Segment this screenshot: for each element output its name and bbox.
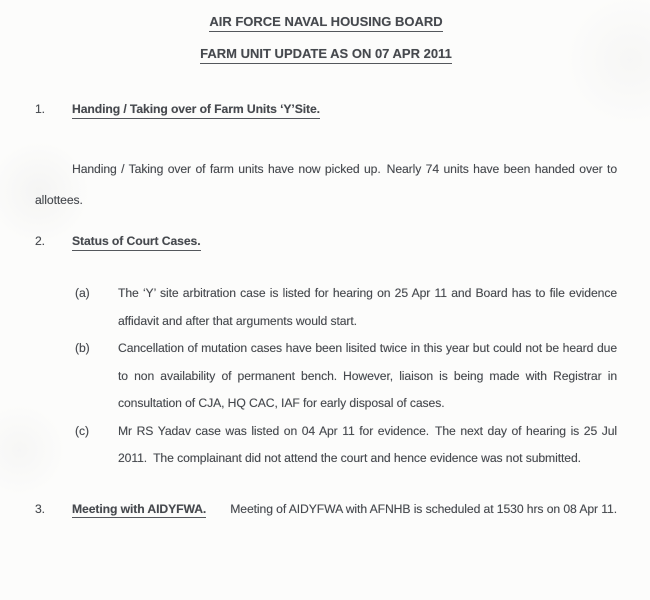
court-case-item-a [35, 280, 617, 335]
section-3-paragraph [35, 494, 617, 525]
item-c-text: Mr RS Yadav case was listed on 04 Apr 11 for evidence. The next day of hearing is 25 Jul 2011. The complainant did not attend the court and hence evidence was not submitted. [118, 423, 617, 465]
item-a-label: (a) [75, 286, 90, 300]
section-3-heading: Meeting with AIDYFWA. [72, 502, 206, 519]
section-1-number: 1. [35, 102, 45, 116]
item-b-label: (b) [75, 341, 90, 355]
section-2-items [35, 280, 617, 473]
court-case-item-b [35, 335, 617, 418]
section-2-heading-row [35, 233, 617, 250]
item-a-text: The ‘Y’ site arbitration case is listed for hearing on 25 Apr 11 and Board has to file evidence affidavit and after that arguments would start. [118, 286, 617, 328]
document-title-text: AIR FORCE NAVAL HOUSING BOARD [209, 14, 442, 32]
court-case-item-c [35, 418, 617, 473]
section-2-number: 2. [35, 234, 45, 248]
section-1-heading-row [35, 101, 617, 118]
section-1-heading: Handing / Taking over of Farm Units ‘Y’Site. [72, 101, 320, 118]
section-1-paragraph: Handing / Taking over of farm units have now picked up. Nearly 74 units have been handed over to allottees. [35, 162, 617, 207]
item-c-label: (c) [75, 423, 89, 438]
section-3-text: Meeting of AIDYFWA with AFNHB is scheduled at 1530 hrs on 08 Apr 11. [230, 501, 618, 516]
document-title [35, 13, 617, 30]
section-2-heading: Status of Court Cases. [72, 233, 201, 250]
section-3-number: 3. [35, 501, 45, 516]
item-b-text: Cancellation of mutation cases have been lisited twice in this year but could not be heard due to non availability of permanent bench. However, liaison is being made with Registrar in consultation of CJA, HQ CAC, IAF for early disposal of cases. [118, 341, 617, 410]
document-subtitle-text: FARM UNIT UPDATE AS ON 07 APR 2011 [200, 46, 452, 64]
document-subtitle [35, 45, 617, 62]
